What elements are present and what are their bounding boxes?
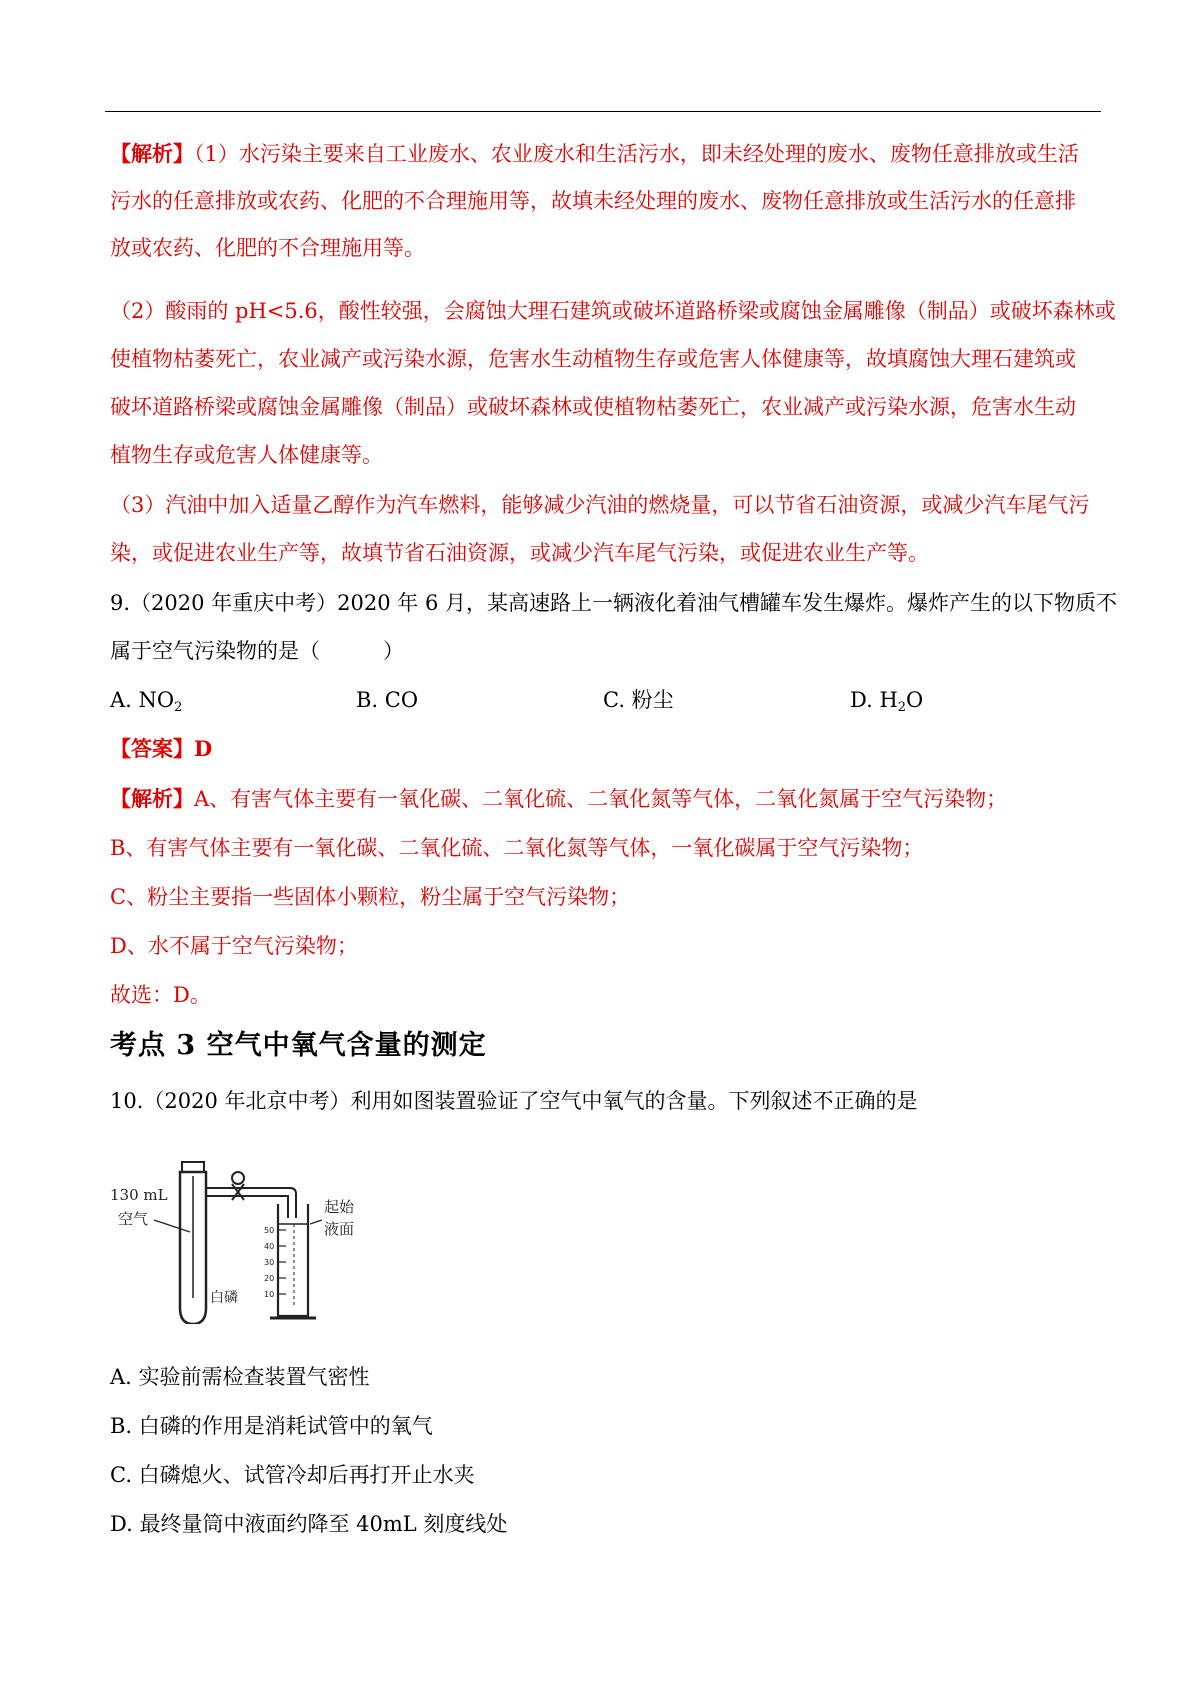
- tick-label: 10: [264, 1290, 275, 1299]
- figure-label: 白磷: [210, 1290, 238, 1306]
- answer-line: 【答案】D: [110, 736, 213, 761]
- question-stem: 9.（2020 年重庆中考）2020 年 6 月，某高速路上一辆液化着油气槽罐车发生爆炸。爆炸产生的以下物质不: [110, 591, 1117, 615]
- analysis-text: （1）水污染主要来自工业废水、农业废水和生活污水，即未经处理的废水、废物任意排放或生活: [194, 142, 1079, 166]
- option-b: B. 白磷的作用是消耗试管中的氧气: [110, 1414, 433, 1438]
- option-a: A. 实验前需检查装置气密性: [110, 1365, 370, 1389]
- figure-label: 起始: [324, 1198, 355, 1216]
- analysis-line: 【解析】A、有害气体主要有一氧化碳、二氧化硫、二氧化氮等气体，二氧化氮属于空气污染物；: [110, 786, 1008, 811]
- analysis-label: 【解析】: [110, 786, 194, 811]
- option-d: D. $H_2O$: [850, 688, 924, 715]
- analysis-line: 染，或促进农业生产等，故填节省石油资源，或减少汽车尾气污染，或促进农业生产等。: [110, 541, 929, 565]
- option-a: A. $NO_2$: [110, 688, 183, 715]
- analysis-line: （3）汽油中加入适量乙醇作为汽车燃料，能够减少汽油的燃烧量，可以节省石油资源，或减少汽车尾气污: [110, 493, 1090, 517]
- analysis-line: 放或农药、化肥的不合理施用等。: [110, 236, 425, 260]
- tick-label: 40: [264, 1242, 275, 1251]
- apparatus-figure: [110, 1148, 382, 1324]
- option-c: C. 白磷熄火、试管冷却后再打开止水夹: [110, 1463, 475, 1487]
- question-stem: 属于空气污染物的是（ ）: [110, 639, 404, 663]
- analysis-line: B、有害气体主要有一氧化碳、二氧化硫、二氧化氮等气体，一氧化碳属于空气污染物；: [110, 836, 924, 860]
- analysis-line: 破坏道路桥梁或腐蚀金属雕像（制品）或破坏森林或使植物枯萎死亡，农业减产或污染水源，危害水生动: [110, 395, 1076, 419]
- figure-label: 液面: [324, 1220, 355, 1238]
- analysis-line: 污水的任意排放或农药、化肥的不合理施用等，故填未经处理的废水、废物任意排放或生活污水的任意排: [110, 189, 1076, 213]
- tick-label: 20: [264, 1274, 275, 1283]
- analysis-line: [110, 139, 1100, 169]
- analysis-label: 【解析】: [110, 141, 194, 166]
- analysis-line: C、粉尘主要指一些固体小颗粒，粉尘属于空气污染物；: [110, 885, 631, 909]
- cylinder-icon: [278, 1204, 308, 1316]
- tick-label: 30: [264, 1258, 275, 1267]
- option-d: D. 最终量筒中液面约降至 40mL 刻度线处: [110, 1512, 508, 1536]
- analysis-line: D、水不属于空气污染物；: [110, 934, 358, 958]
- choice-line: 故选：D。: [110, 983, 211, 1007]
- clamp-icon: [232, 1172, 244, 1184]
- analysis-line: （2）酸雨的 pH<5.6，酸性较强，会腐蚀大理石建筑或破坏道路桥梁或腐蚀金属雕像（制品）或破坏森林或: [110, 299, 1116, 323]
- header-rule: [105, 111, 1101, 112]
- question-stem: 10.（2020 年北京中考）利用如图装置验证了空气中氧气的含量。下列叙述不正确的是: [110, 1089, 918, 1113]
- figure-label: 130 mL: [110, 1186, 168, 1204]
- section-heading: 考点 3 空气中氧气含量的测定: [110, 1030, 487, 1061]
- tick-label: 50: [264, 1226, 275, 1235]
- figure-label: 空气: [118, 1210, 149, 1228]
- option-c: C. 粉尘: [603, 688, 674, 712]
- analysis-line: 植物生存或危害人体健康等。: [110, 443, 383, 467]
- analysis-line: 使植物枯萎死亡，农业减产或污染水源，危害水生动植物生存或危害人体健康等，故填腐蚀大理石建筑或: [110, 347, 1076, 371]
- option-b: B. CO: [356, 688, 419, 712]
- stopper-icon: [182, 1162, 204, 1172]
